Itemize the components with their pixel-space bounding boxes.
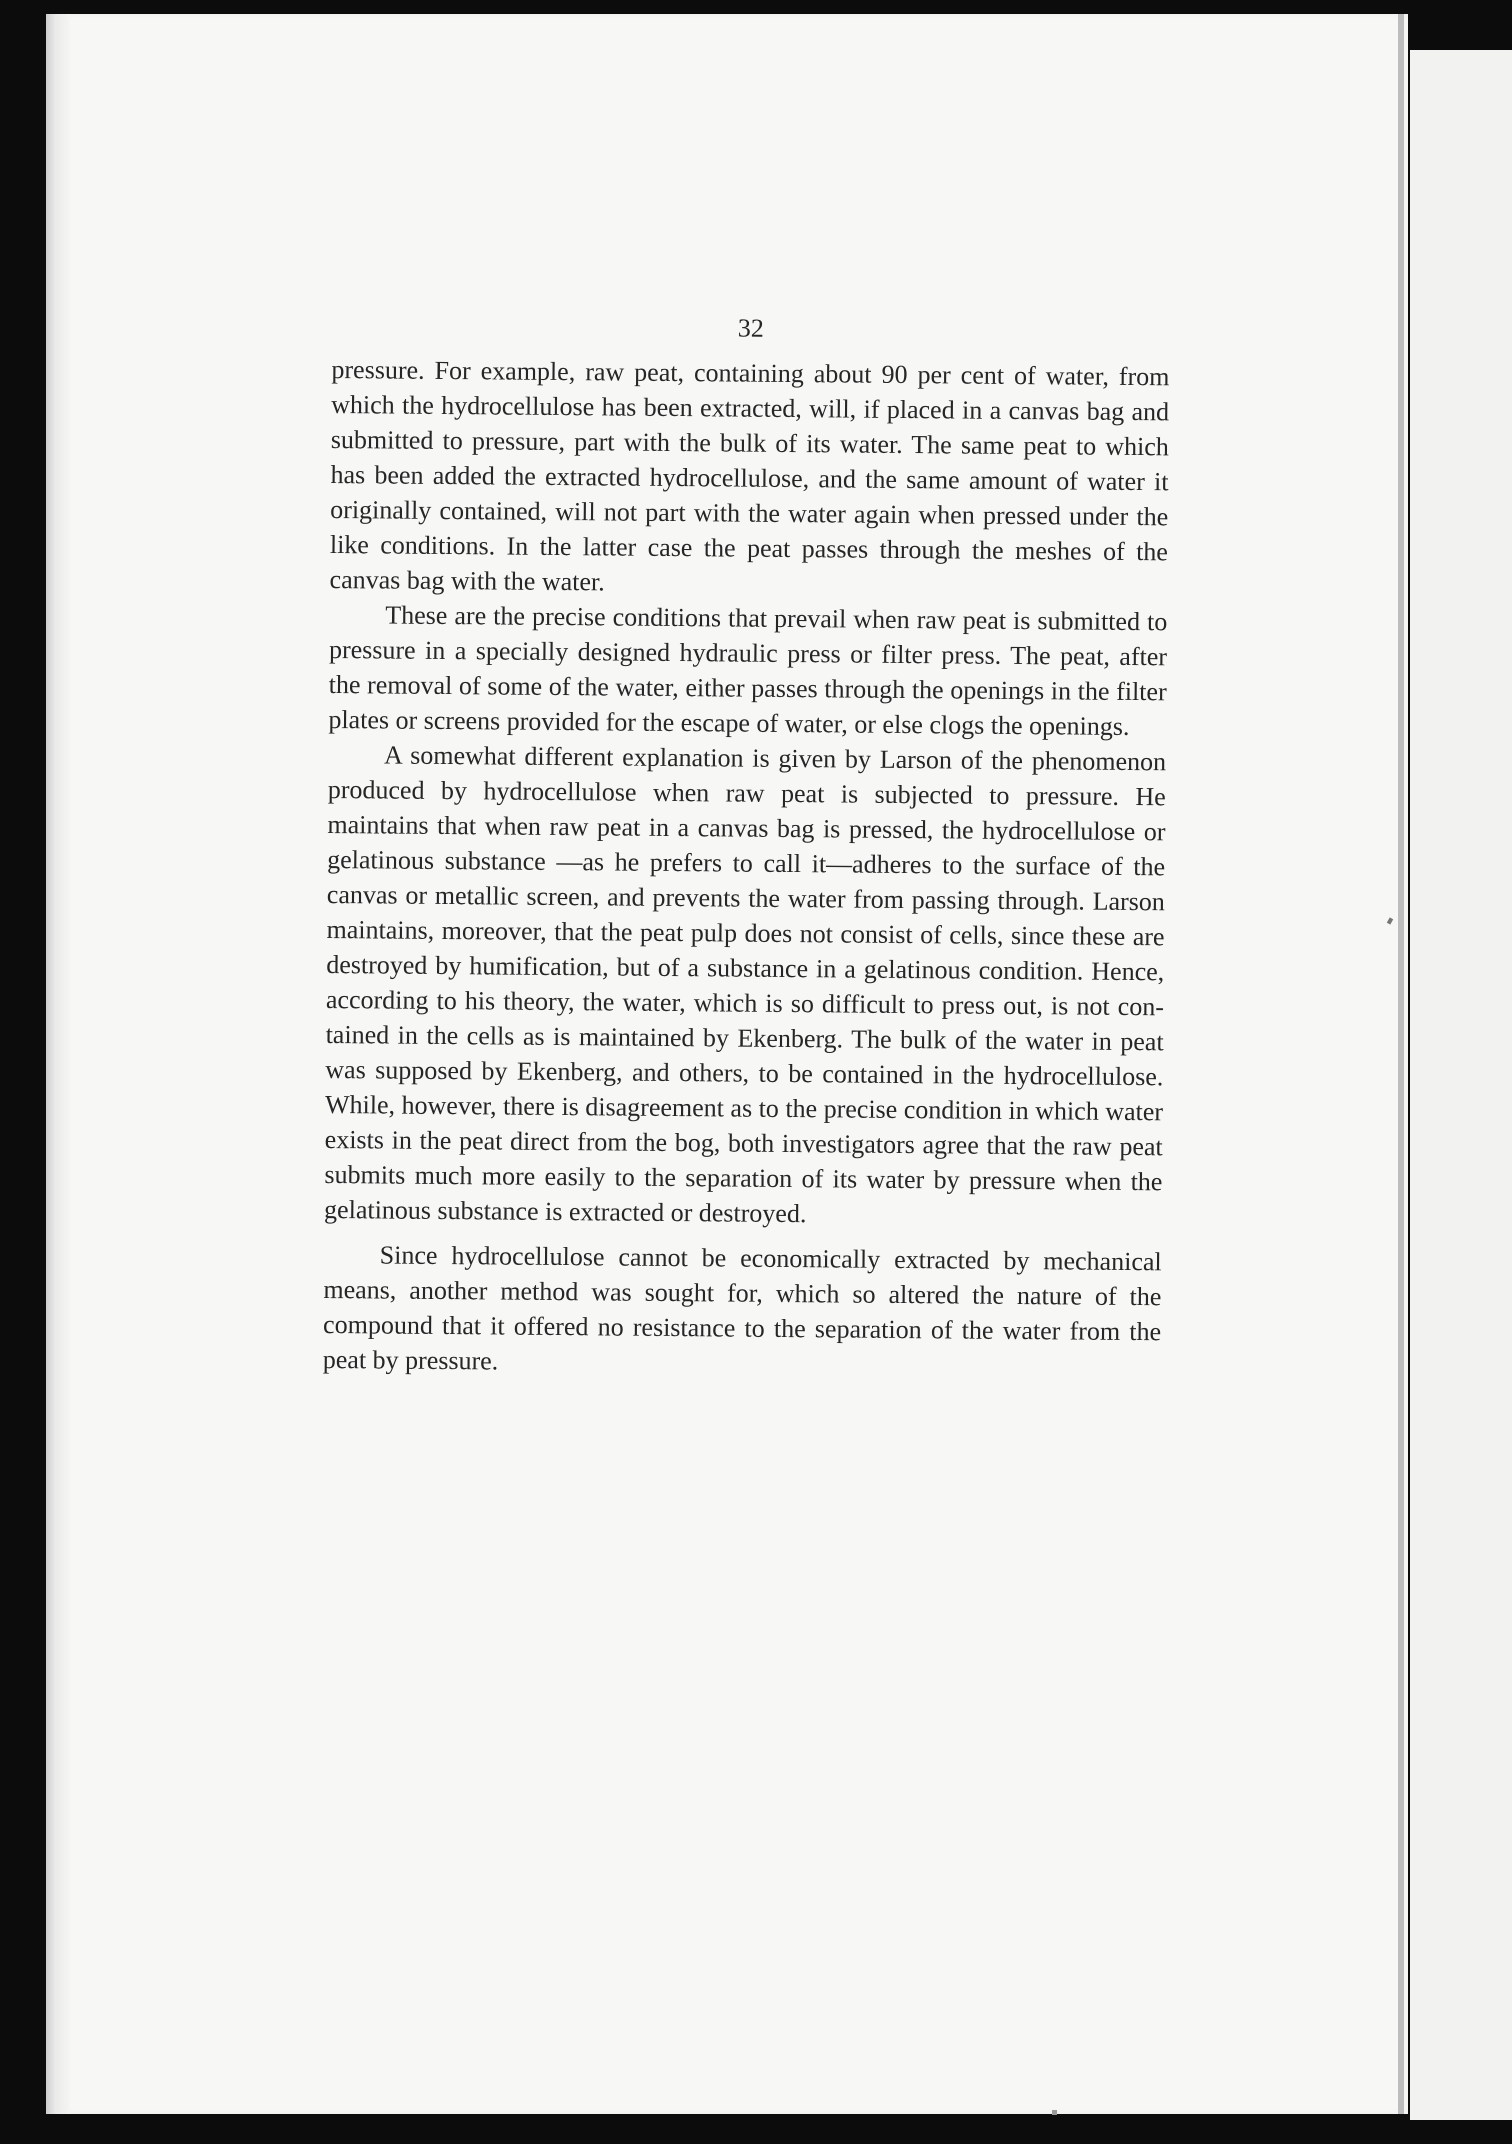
page-text-block bbox=[323, 308, 1170, 1384]
page-fold-line bbox=[1398, 14, 1404, 2114]
page-gutter-shadow bbox=[46, 14, 70, 2114]
adjacent-page-edge bbox=[1410, 50, 1512, 2120]
paragraph: A somewhat different explanation is given by Larson of the phenomenon produced by hydrocellulose when raw peat is subjected to pressure. He maintains that when raw peat in a canvas bag is pressed, the hydrocellulose or gelatinous substance —as he prefers to call it—adheres to the surface of the canvas or metallic screen, and prevents the water from passing through. Larson maintains, moreover, that the peat pulp does not consist of cells, since these are destroyed by humification, but of a substance in a gelatinous condition. Hence, according to his theory, the water, which is so difficult to press out, is not contained in the cells as is maintained by Ekenberg. The bulk of the water in peat was supposed by Ekenberg, and others, to be contained in the hydrocellulose. While, however, there is disagreement as to the precise condition in which water exists in the peat direct from the bog, both investigators agree that the raw peat submits much more easily to the separation of its water by pressure when the gelatinous substance is extracted or destroyed. bbox=[324, 740, 1167, 1229]
paragraph: Since hydrocellulose cannot be economically extracted by mechanical means, another method was sought for, which so altered the nature of the compound that it offered no resistance to the separation of the water from the peat by pressure. bbox=[322, 1240, 1162, 1376]
paragraph: These are the precise conditions that prevail when raw peat is submitted to pressure in a specially designed hydraulic press or filter press. The peat, after the removal of some of the water, either passes through the openings in the filter plates or screens provided for the escape of water, or else clogs the openings. bbox=[328, 600, 1168, 741]
page-number: 32 bbox=[737, 313, 764, 343]
scan-speck bbox=[1052, 2110, 1057, 2115]
paragraph-continued: pressure. For example, raw peat, containing about 90 per cent of water, from which the hydrocellulose has been extracted, will, if placed in a canvas bag and submitted to pressure, part with the bulk of its water. The same peat to which has been added the extracted hydrocellulose, and the same amount of water it originally contained, will not part with the water again when pressed under the like conditions. In the latter case the peat passes through the meshes of the canvas bag with the water. bbox=[329, 354, 1170, 597]
